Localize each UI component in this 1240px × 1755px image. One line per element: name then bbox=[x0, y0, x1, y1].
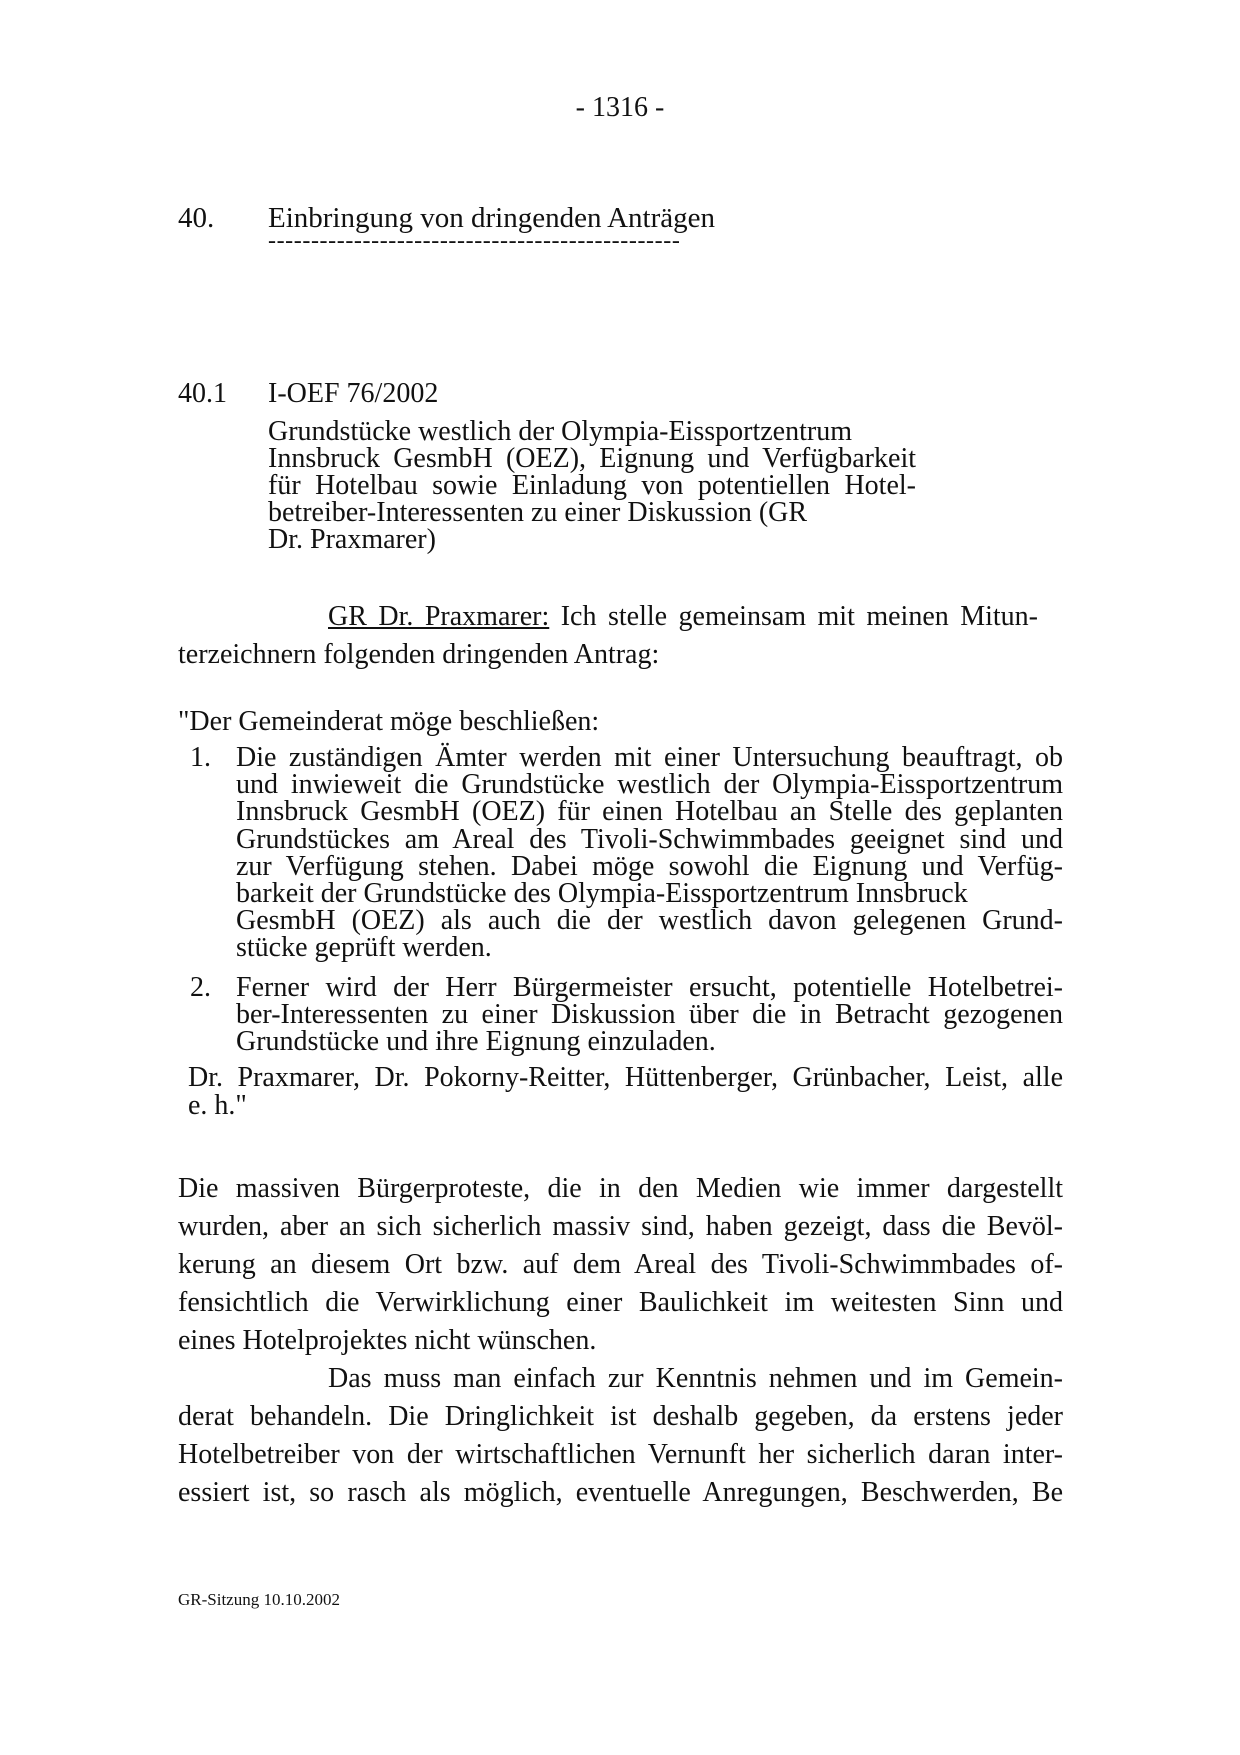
subject-line: Innsbruck GesmbH (OEZ), Eignung und Verfügbarkeit bbox=[268, 443, 916, 474]
motion-signatories bbox=[188, 1064, 1063, 1119]
subsection-reference: I-OEF 76/2002 bbox=[268, 378, 439, 409]
subject-line: betreiber-Interessenten zu einer Diskussion (GR bbox=[268, 497, 808, 528]
page-number: - 1316 - bbox=[575, 92, 665, 123]
motion-item-line: Innsbruck GesmbH (OEZ) für einen Hotelbau an Stelle des geplanten bbox=[236, 796, 1063, 828]
motion-item-number: 1. bbox=[190, 742, 211, 773]
speaker-name: GR Dr. Praxmarer: bbox=[328, 601, 550, 632]
body-line: wurden, aber an sich sicherlich massiv sind, haben gezeigt, dass die Bevöl- bbox=[178, 1211, 1063, 1242]
speaker-statement-line bbox=[178, 598, 1038, 636]
section-number: 40. bbox=[178, 202, 215, 234]
signatories-line: Dr. Praxmarer, Dr. Pokorny-Reitter, Hüttenberger, Grünbacher, Leist, alle bbox=[188, 1062, 1063, 1093]
motion-item-line: Grundstückes am Areal des Tivoli-Schwimmbades geeignet sind und bbox=[236, 823, 1063, 855]
body-line: derat behandeln. Die Dringlichkeit ist deshalb gegeben, da erstens jeder bbox=[178, 1401, 1063, 1432]
section-underline: ------------------------------------------------ bbox=[268, 228, 681, 254]
signatories-line: e. h." bbox=[188, 1089, 247, 1121]
section-title: Einbringung von dringenden Anträgen bbox=[268, 202, 715, 234]
body-line: fensichtlich die Verwirklichung einer Baulichkeit im weitesten Sinn und bbox=[178, 1287, 1063, 1318]
subject-line: Grundstücke westlich der Olympia-Eissportzentrum bbox=[268, 416, 852, 447]
subsection-number: 40.1 bbox=[178, 378, 227, 409]
motion-item bbox=[178, 744, 1063, 962]
speaker-statement-line: terzeichnern folgenden dringenden Antrag: bbox=[178, 639, 660, 670]
body-line: Die massiven Bürgerproteste, die in den Medien wie immer dargestellt bbox=[178, 1173, 1063, 1204]
motion-item-line: Die zuständigen Ämter werden mit einer Untersuchung beauftragt, ob bbox=[236, 742, 1063, 773]
motion-item-line: zur Verfügung stehen. Dabei möge sowohl die Eignung und Verfüg- bbox=[236, 850, 1063, 882]
body-line: Hotelbetreiber von der wirtschaftlichen Vernunft her sicherlich daran inter- bbox=[178, 1439, 1063, 1470]
subject-line: Dr. Praxmarer) bbox=[268, 524, 436, 555]
motion-item-line: barkeit der Grundstücke des Olympia-Eissportzentrum Innsbruck bbox=[236, 878, 968, 910]
speaker-text: Ich stelle gemeinsam mit meinen Mitun- bbox=[560, 601, 1039, 632]
body-text bbox=[178, 1170, 1063, 1512]
motion-item-line: stücke geprüft werden. bbox=[236, 932, 492, 964]
motion-item-line: Ferner wird der Herr Bürgermeister ersucht, potentielle Hotelbetrei- bbox=[236, 971, 1063, 1003]
motion-intro: "Der Gemeinderat möge beschließen: bbox=[178, 706, 600, 737]
body-line: eines Hotelprojektes nicht wünschen. bbox=[178, 1325, 597, 1356]
page-footer: GR-Sitzung 10.10.2002 bbox=[178, 1590, 340, 1609]
motion-item-number: 2. bbox=[190, 971, 211, 1003]
motion-item-line: GesmbH (OEZ) als auch die der westlich davon gelegenen Grund- bbox=[236, 905, 1063, 937]
speaker-statement bbox=[178, 598, 1038, 674]
body-line: essiert ist, so rasch als möglich, eventuelle Anregungen, Beschwerden, Be bbox=[178, 1477, 1063, 1508]
subject-line: für Hotelbau sowie Einladung von potentiellen Hotel- bbox=[268, 470, 916, 501]
motion-item-line: Grundstücke und ihre Eignung einzuladen. bbox=[236, 1026, 716, 1058]
subsection-subject bbox=[268, 418, 916, 553]
motion-item bbox=[178, 971, 1063, 1058]
motion-list bbox=[178, 742, 1063, 1058]
motion-item-line: und inwieweit die Grundstücke westlich der Olympia-Eissportzentrum bbox=[236, 769, 1063, 801]
body-line: Das muss man einfach zur Kenntnis nehmen und im Gemein- bbox=[328, 1363, 1063, 1394]
body-line: kerung an diesem Ort bzw. auf dem Areal des Tivoli-Schwimmbades of- bbox=[178, 1249, 1063, 1280]
motion-item-line: ber-Interessenten zu einer Diskussion über die in Betracht gezogenen bbox=[236, 998, 1063, 1030]
